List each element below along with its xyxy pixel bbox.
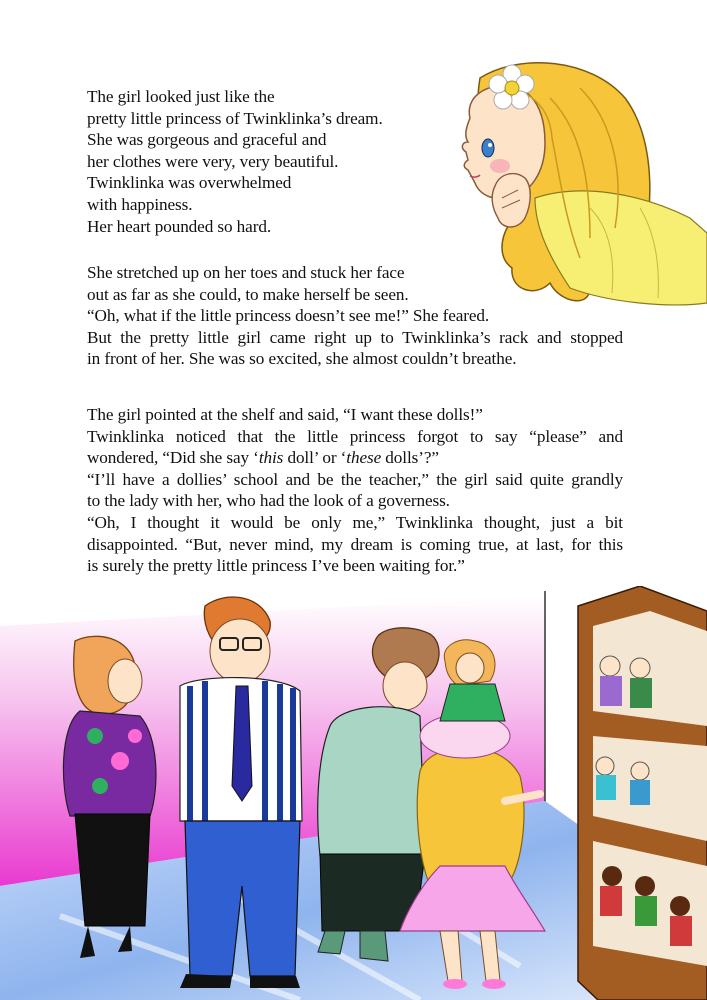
story-line: Twinklinka noticed that the little princess forgot to say “please” and [87,426,623,446]
story-line [87,447,623,469]
story-line: The girl pointed at the shelf and said, “I want these dolls!” [87,405,483,424]
doll-shelf [578,586,707,1000]
story-line: is surely the pretty little princess I’ve been waiting for.” [87,556,465,576]
story-line: to the lady with her, who had the look of a governess. [87,491,450,511]
text-fragment: doll’ or ‘ [283,448,347,468]
story-line: She stretched up on her toes and stuck her face [87,263,405,282]
story-line: But the pretty little girl came right up to Twinklinka’s rack and stopped [87,327,623,347]
story-line: Her heart pounded so hard. [87,216,272,236]
story-paragraph-2 [87,262,623,370]
story-line: Twinklinka was overwhelmed [87,173,292,193]
story-paragraph-3 [87,404,623,577]
story-line: pretty little princess of Twinklinka’s dream. [87,108,383,128]
emphasized-word: these [346,448,382,468]
text-fragment: wondered, “Did she say ‘ [87,448,259,468]
story-line: with happiness. [87,194,193,214]
toy-store-scene-illustration [0,586,707,1000]
emphasized-word: this [258,448,284,468]
story-line: “Oh, I thought it would be only me,” Twinklinka thought, just a bit [87,512,623,532]
story-line: out as far as she could, to make herself be seen. [87,284,409,304]
story-line: disappointed. “But, never mind, my dream is coming true, at last, for this [87,534,623,554]
story-line: “Oh, what if the little princess doesn’t see me!” She feared. [87,306,490,326]
story-line: The girl looked just like the [87,87,275,106]
text-fragment: dolls’?” [381,448,439,468]
story-line: her clothes were very, very beautiful. [87,151,339,171]
story-line: She was gorgeous and graceful and [87,130,327,150]
story-paragraph-1 [87,86,383,237]
story-line: in front of her. She was so excited, she almost couldn’t breathe. [87,349,517,369]
story-line: “I’ll have a dollies’ school and be the teacher,” the girl said quite grandly [87,469,623,489]
